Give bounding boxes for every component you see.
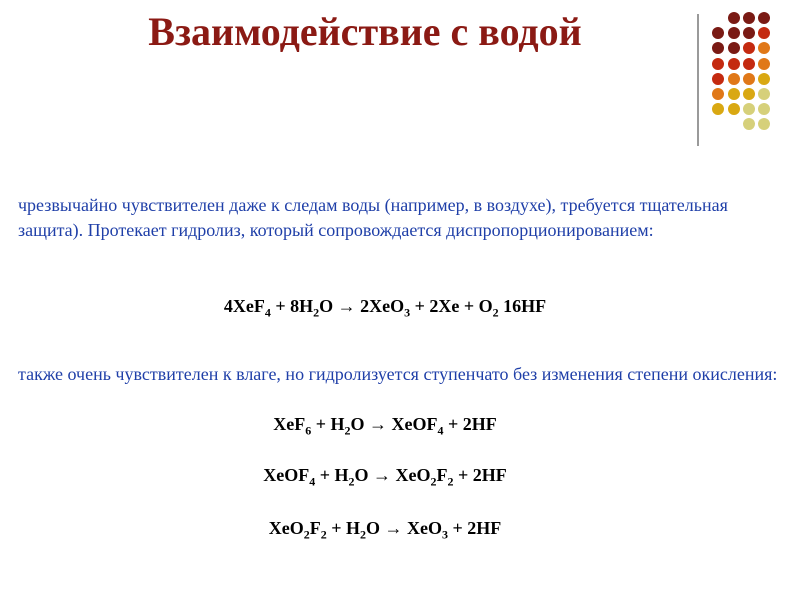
decorative-dot xyxy=(743,12,755,24)
formula-text: O → XeO xyxy=(366,518,442,538)
formula-text: O → XeOF xyxy=(350,414,438,434)
formula-text: + 2Xe + O xyxy=(410,296,493,316)
decorative-dot xyxy=(728,73,740,85)
decorative-dot xyxy=(743,88,755,100)
subscript: 6 xyxy=(305,423,312,438)
equation-xeo2f2 xyxy=(0,518,770,543)
decorative-dot xyxy=(758,58,770,70)
decorative-dot xyxy=(758,88,770,100)
formula-text: O → XeO xyxy=(354,465,431,485)
decorative-dot xyxy=(712,58,724,70)
decorative-dot xyxy=(743,27,755,39)
formula-text: + H xyxy=(326,518,360,538)
decorative-divider xyxy=(697,14,699,146)
decorative-dot xyxy=(728,58,740,70)
decorative-dot xyxy=(743,42,755,54)
subscript: 4 xyxy=(437,423,444,438)
equation-xef4 xyxy=(0,296,770,321)
subscript: 2 xyxy=(313,305,320,320)
subscript: 2 xyxy=(320,527,327,542)
formula-text: + 2HF xyxy=(448,518,502,538)
formula-text: F xyxy=(436,465,448,485)
decorative-dot xyxy=(728,88,740,100)
subscript: 4 xyxy=(309,474,316,489)
decorative-dot xyxy=(758,103,770,115)
decorative-dot xyxy=(758,118,770,130)
decorative-dot xyxy=(728,103,740,115)
subscript: 2 xyxy=(348,474,355,489)
subscript: 2 xyxy=(430,474,437,489)
formula-text: XeOF xyxy=(263,465,310,485)
formula-text: + 2HF xyxy=(453,465,507,485)
decorative-dot xyxy=(758,42,770,54)
hydrolysis-paragraph: чрезвычайно чувствителен даже к следам воды (например, в воздухе), требуется тщательная защита). Протекает гидролиз, который сопровождается диспропорционированием: xyxy=(18,195,728,240)
slide-title: Взаимодействие с водой xyxy=(148,9,582,54)
formula-text: XeF xyxy=(273,414,306,434)
decorative-dot xyxy=(743,58,755,70)
decorative-dot xyxy=(743,73,755,85)
decorative-dot xyxy=(743,118,755,130)
subscript: 2 xyxy=(492,305,499,320)
subscript: 3 xyxy=(442,527,448,542)
decorative-dot xyxy=(712,73,724,85)
decorative-dot xyxy=(758,27,770,39)
decorative-dot xyxy=(758,73,770,85)
formula-text: F xyxy=(309,518,321,538)
subscript: 3 xyxy=(404,305,411,320)
formula-text: + H xyxy=(315,465,349,485)
formula-text: O → 2XeO xyxy=(319,296,405,316)
formula-text: XeO xyxy=(268,518,304,538)
subscript: 4 xyxy=(264,305,271,320)
decorative-dot xyxy=(758,12,770,24)
subscript: 2 xyxy=(344,423,351,438)
decorative-dot xyxy=(712,88,724,100)
subscript: 2 xyxy=(303,527,310,542)
formula-text: + H xyxy=(311,414,345,434)
equation-xeof4 xyxy=(0,465,770,490)
formula-text: 16HF xyxy=(498,296,547,316)
stepwise-hydrolysis-paragraph: также очень чувствителен к влаге, но гидролизуется ступенчато без изменения степени окисления: xyxy=(18,364,778,384)
decorative-dot xyxy=(743,103,755,115)
subscript: 2 xyxy=(360,527,366,542)
decorative-dot xyxy=(712,103,724,115)
formula-text: + 8H xyxy=(270,296,314,316)
formula-text: + 2HF xyxy=(443,414,497,434)
subscript: 2 xyxy=(447,474,454,489)
equation-xef6 xyxy=(0,414,770,439)
formula-text: 4XeF xyxy=(223,296,265,316)
